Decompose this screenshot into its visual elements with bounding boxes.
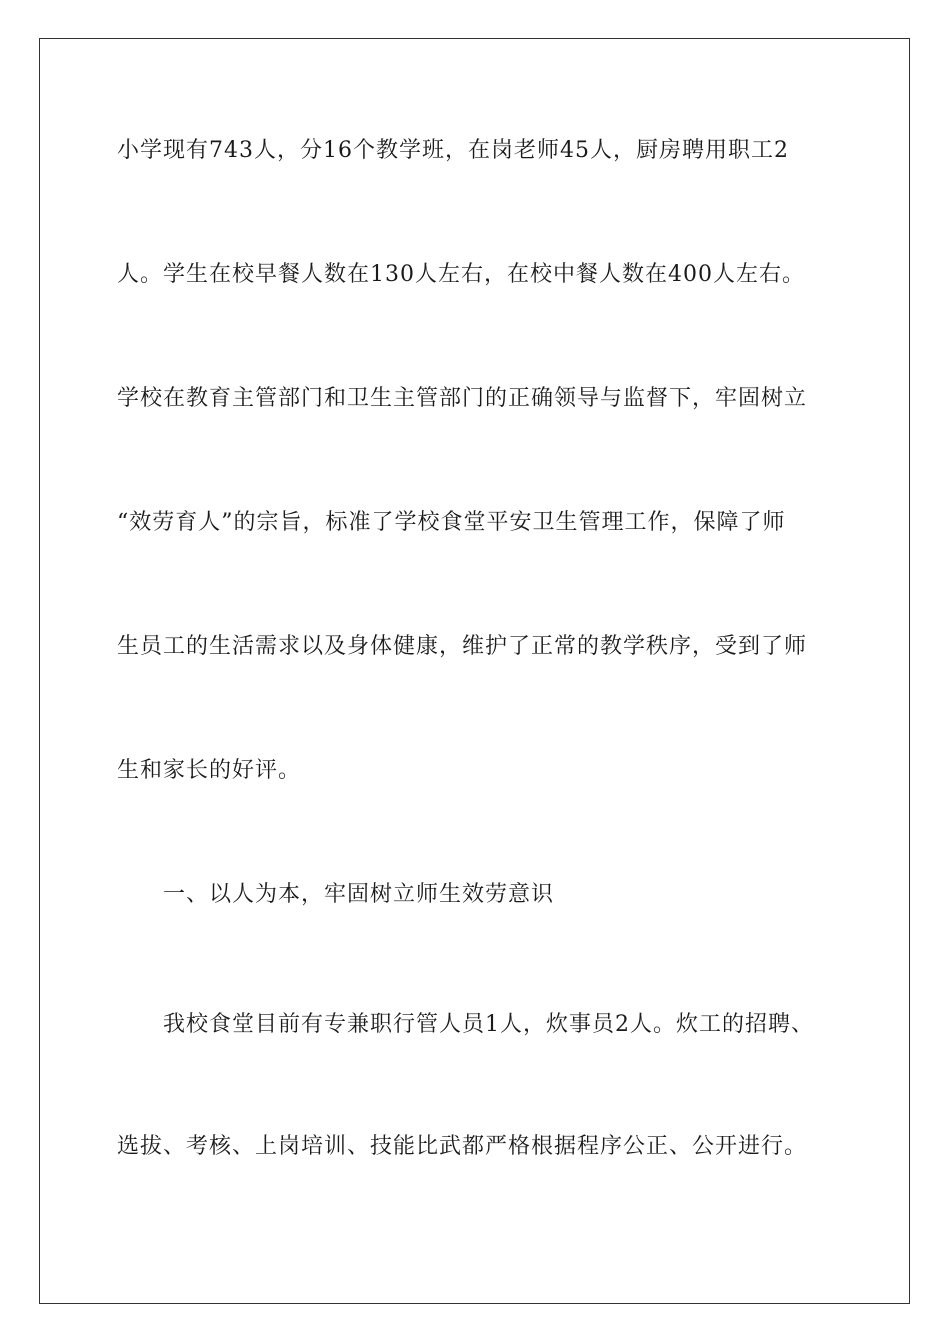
paragraph2-line2: “效劳育人”的宗旨，标准了学校食堂平安卫生管理工作，保障了师 bbox=[117, 510, 786, 535]
paragraph2-line3: 生员工的生活需求以及身体健康，维护了正常的教学秩序，受到了师 bbox=[117, 634, 808, 659]
section-heading: 一、以人为本，牢固树立师生效劳意识 bbox=[163, 882, 555, 907]
page-border bbox=[39, 38, 910, 1304]
paragraph3-line2: 选拔、考核、上岗培训、技能比武都严格根据程序公正、公开进行。 bbox=[117, 1134, 808, 1159]
paragraph2-line4: 生和家长的好评。 bbox=[117, 758, 302, 783]
paragraph1-line2: 人。学生在校早餐人数在130人左右，在校中餐人数在400人左右。 bbox=[117, 262, 805, 287]
paragraph3-line1: 我校食堂目前有专兼职行管人员1人，炊事员2人。炊工的招聘、 bbox=[163, 1012, 814, 1037]
paragraph2-line1: 学校在教育主管部门和卫生主管部门的正确领导与监督下，牢固树立 bbox=[117, 386, 808, 411]
paragraph1-line1: 小学现有743人，分16个教学班，在岗老师45人，厨房聘用职工2 bbox=[117, 138, 789, 163]
